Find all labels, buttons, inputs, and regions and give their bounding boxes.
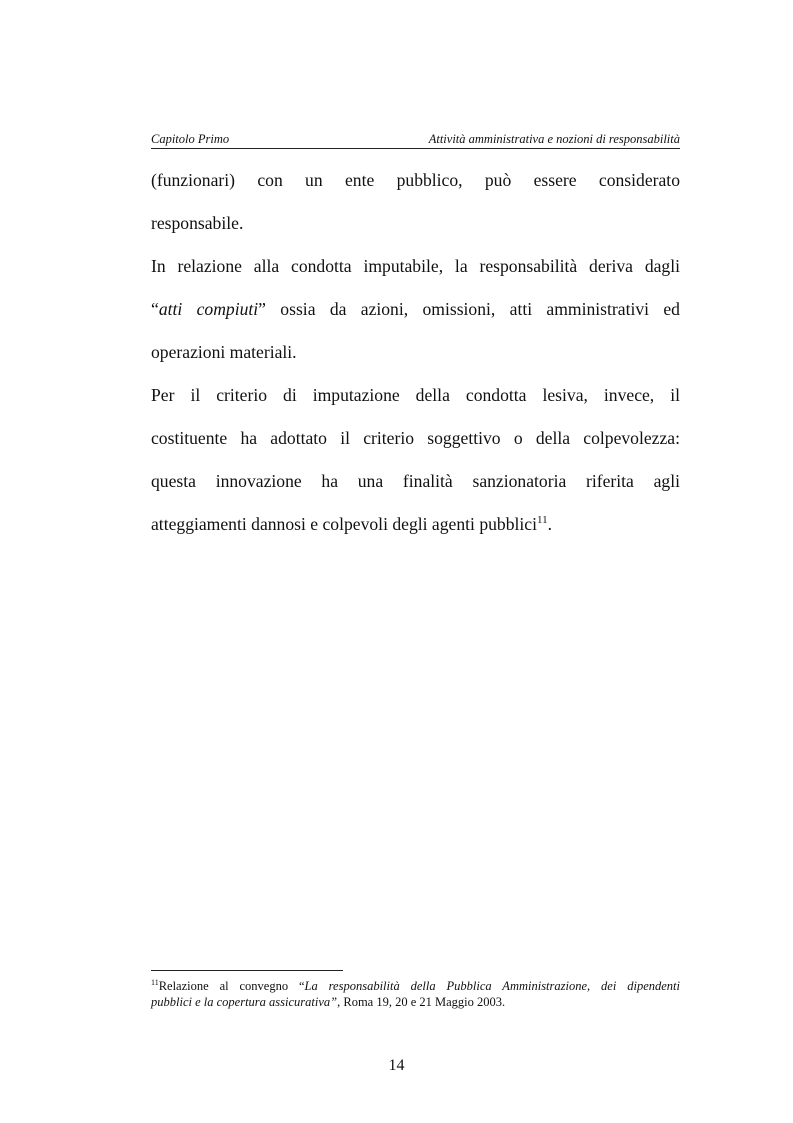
footnote-italic-2: pubblici e la copertura assicurativa” <box>151 995 338 1009</box>
body-line-9 <box>151 503 680 546</box>
footnote <box>151 978 680 1010</box>
running-header <box>151 132 680 149</box>
footnote-prefix: Relazione al convegno “ <box>158 979 305 993</box>
footnote-line-1 <box>151 978 680 994</box>
quote-open: “ <box>151 299 159 319</box>
chapter-title: Capitolo Primo <box>151 132 230 146</box>
body-text <box>151 159 680 546</box>
body-line-9-end: . <box>547 514 552 534</box>
footnote-divider <box>151 970 343 971</box>
footnote-number: 11 <box>151 977 159 987</box>
body-line-1: (funzionari) con un ente pubblico, può essere considerato <box>151 170 680 190</box>
section-title: Attività amministrativa e nozioni di responsabilità <box>428 132 680 146</box>
body-line-3: In relazione alla condotta imputabile, la responsabilità deriva dagli <box>151 256 680 276</box>
body-line-9-text: atteggiamenti dannosi e colpevoli degli agenti pubblici <box>151 514 537 534</box>
body-line-4 <box>151 288 680 331</box>
body-line-5: operazioni materiali. <box>151 342 297 362</box>
page-number: 14 <box>388 1057 405 1074</box>
body-line-2: responsabile. <box>151 213 244 233</box>
body-line-7: costituente ha adottato il criterio soggettivo o della colpevolezza: <box>151 428 680 448</box>
footnote-reference[interactable]: 11 <box>536 514 548 527</box>
footnote-line-2 <box>151 994 680 1010</box>
italic-phrase: atti compiuti <box>158 299 259 319</box>
body-line-8: questa innovazione ha una finalità sanzionatoria riferita agli <box>151 471 680 491</box>
body-line-6: Per il criterio di imputazione della condotta lesiva, invece, il <box>151 385 680 405</box>
footnote-rest: , Roma 19, 20 e 21 Maggio 2003. <box>337 995 506 1009</box>
body-line-4-rest: ” ossia da azioni, omissioni, atti amministrativi ed <box>258 299 680 319</box>
footnote-italic-1: La responsabilità della Pubblica Amministrazione, dei dipendenti <box>304 979 680 993</box>
